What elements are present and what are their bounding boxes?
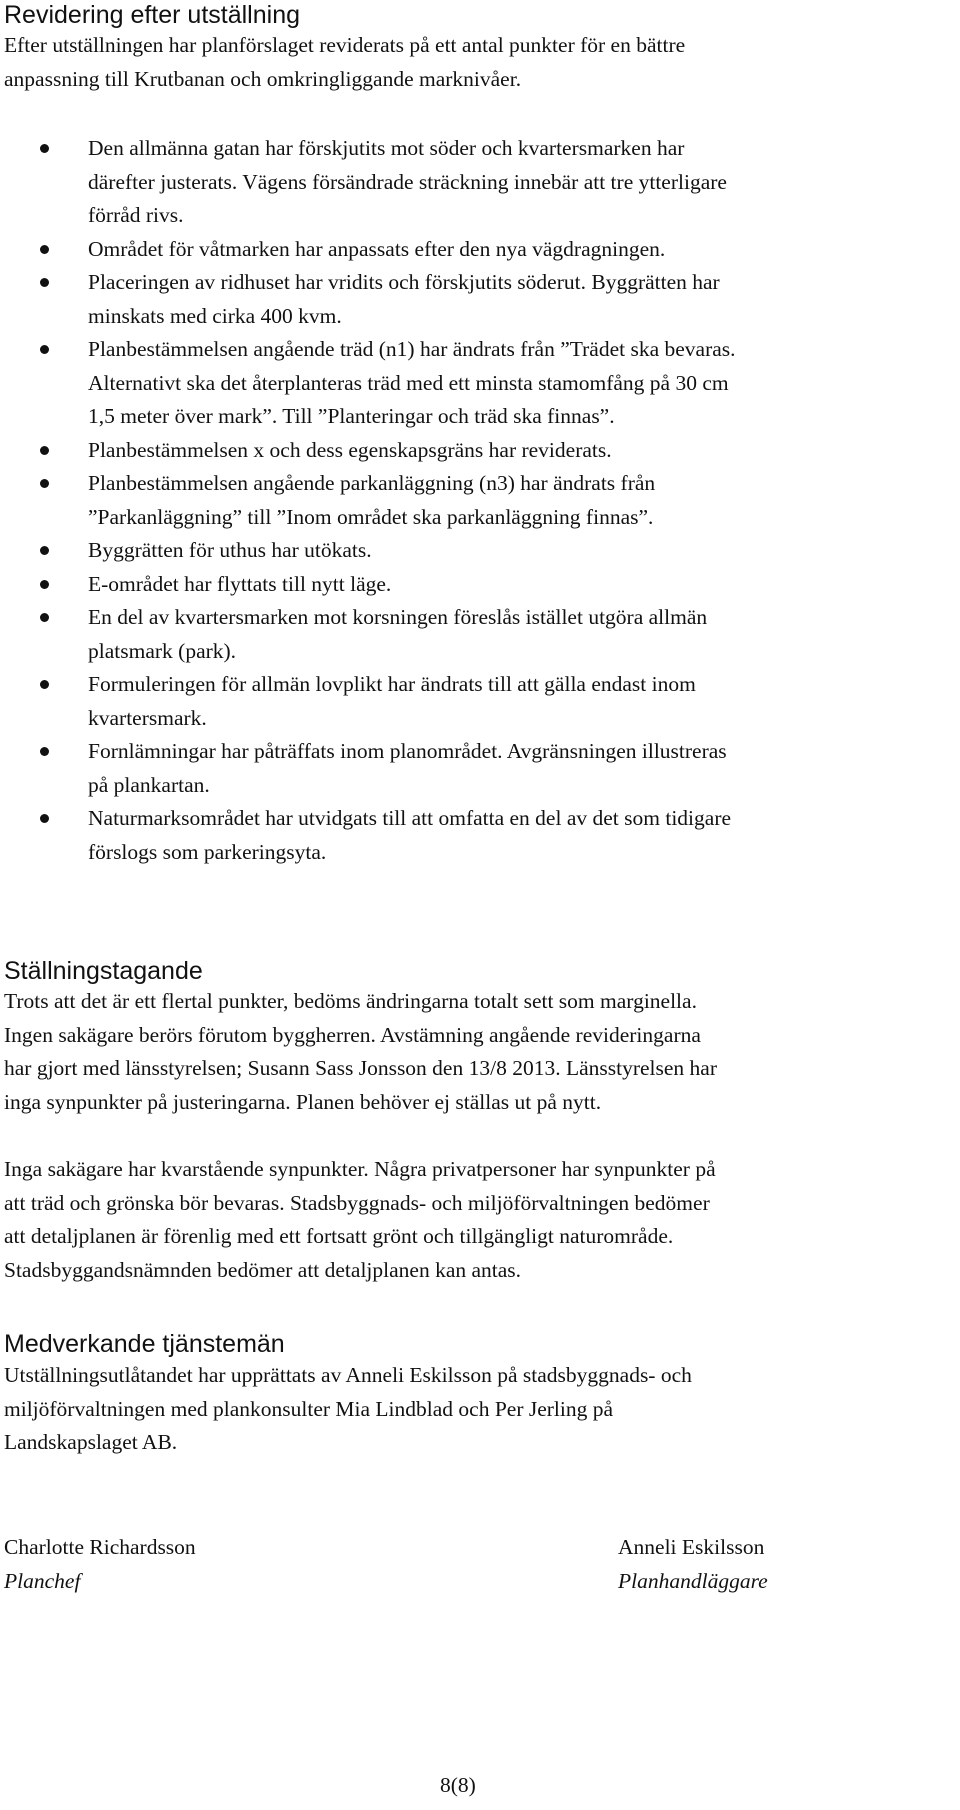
bullet-icon (40, 245, 49, 254)
list-item: Formuleringen för allmän lovplikt har ändrats till att gälla endast inom kvartersmark. (0, 668, 948, 735)
bullet-icon (40, 680, 49, 689)
stallningstagande-paragraph-2: Inga sakägare har kvarstående synpunkter. Några privatpersoner har synpunkter på att träd och grönska bör bevaras. Stadsbyggnads- och miljöförvaltningen bedömer att detaljplanen är förenlig med ett fortsatt grönt och tillgängligt naturområde. Stadsbyggandsnämnden bedömer att detaljplanen kan antas. (4, 1157, 716, 1282)
bullet-icon (40, 446, 49, 455)
stallningstagande-paragraph-1: Trots att det är ett flertal punkter, bedöms ändringarna totalt sett som marginella. Ingen sakägare berörs förutom byggherren. Avstämning angående revideringarna har gjort med länsstyrelsen; Susann Sass Jonsson den 13/8 2013. Länsstyrelsen har inga synpunkter på justeringarna. Planen behöver ej ställas ut på nytt. (4, 989, 717, 1114)
heading-stallningstagande: Ställningstagande (4, 957, 203, 985)
intro-line-1: Efter utställningen har planförslaget reviderats på ett antal punkter för en bättre (4, 33, 686, 57)
heading-medverkande: Medverkande tjänstemän (4, 1330, 285, 1358)
signature-left (4, 1530, 196, 1598)
intro-line-2: anpassning till Krutbanan och omkringliggande marknivåer. (4, 66, 522, 91)
revision-list (0, 132, 960, 869)
bullet-icon (40, 546, 49, 555)
bullet-icon (40, 613, 49, 622)
signature-right (618, 1530, 768, 1598)
heading-revidering: Revidering efter utställning (4, 1, 300, 29)
intro-paragraph (4, 29, 954, 96)
list-item: Planbestämmelsen x och dess egenskapsgräns har reviderats. (0, 434, 948, 468)
page-number: 8(8) (440, 1773, 476, 1797)
bullet-icon (40, 814, 49, 823)
bullet-icon (40, 747, 49, 756)
list-item: Byggrätten för uthus har utökats. (0, 534, 948, 568)
medverkande-paragraph: Utställningsutlåtandet har upprättats av Anneli Eskilsson på stadsbyggnads- och miljöförvaltningen med plankonsulter Mia Lindblad och Per Jerling på Landskapslaget AB. (4, 1363, 692, 1454)
bullet-icon (40, 580, 49, 589)
signature-name: Charlotte Richardsson (4, 1535, 196, 1559)
list-item: Planbestämmelsen angående träd (n1) har ändrats från ”Trädet ska bevaras. Alternativt ska det återplanteras träd med ett minsta stamomfång på 30 cm 1,5 meter över mark”. Till ”Planteringar och träd ska finnas”. (0, 333, 948, 434)
bullet-icon (40, 144, 49, 153)
list-item: E-området har flyttats till nytt läge. (0, 568, 948, 602)
list-item: En del av kvartersmarken mot korsningen föreslås istället utgöra allmän platsmark (park). (0, 601, 948, 668)
list-item: Den allmänna gatan har förskjutits mot söder och kvartersmarken har därefter justerats. Vägens försändrade sträckning innebär att tre ytterligare förråd rivs. (0, 132, 948, 233)
list-item: Området för våtmarken har anpassats efter den nya vägdragningen. (0, 233, 948, 267)
list-item: Fornlämningar har påträffats inom planområdet. Avgränsningen illustreras på plankartan. (0, 735, 948, 802)
list-item: Naturmarksområdet har utvidgats till att omfatta en del av det som tidigare förslogs som parkeringsyta. (0, 802, 948, 869)
bullet-icon (40, 479, 49, 488)
signature-name: Anneli Eskilsson (618, 1535, 765, 1559)
list-item: Planbestämmelsen angående parkanläggning (n3) har ändrats från ”Parkanläggning” till ”Inom området ska parkanläggning finnas”. (0, 467, 948, 534)
signature-role: Planchef (4, 1569, 81, 1593)
bullet-icon (40, 345, 49, 354)
bullet-icon (40, 278, 49, 287)
list-item: Placeringen av ridhuset har vridits och förskjutits söderut. Byggrätten har minskats med cirka 400 kvm. (0, 266, 948, 333)
signature-role: Planhandläggare (618, 1569, 768, 1593)
